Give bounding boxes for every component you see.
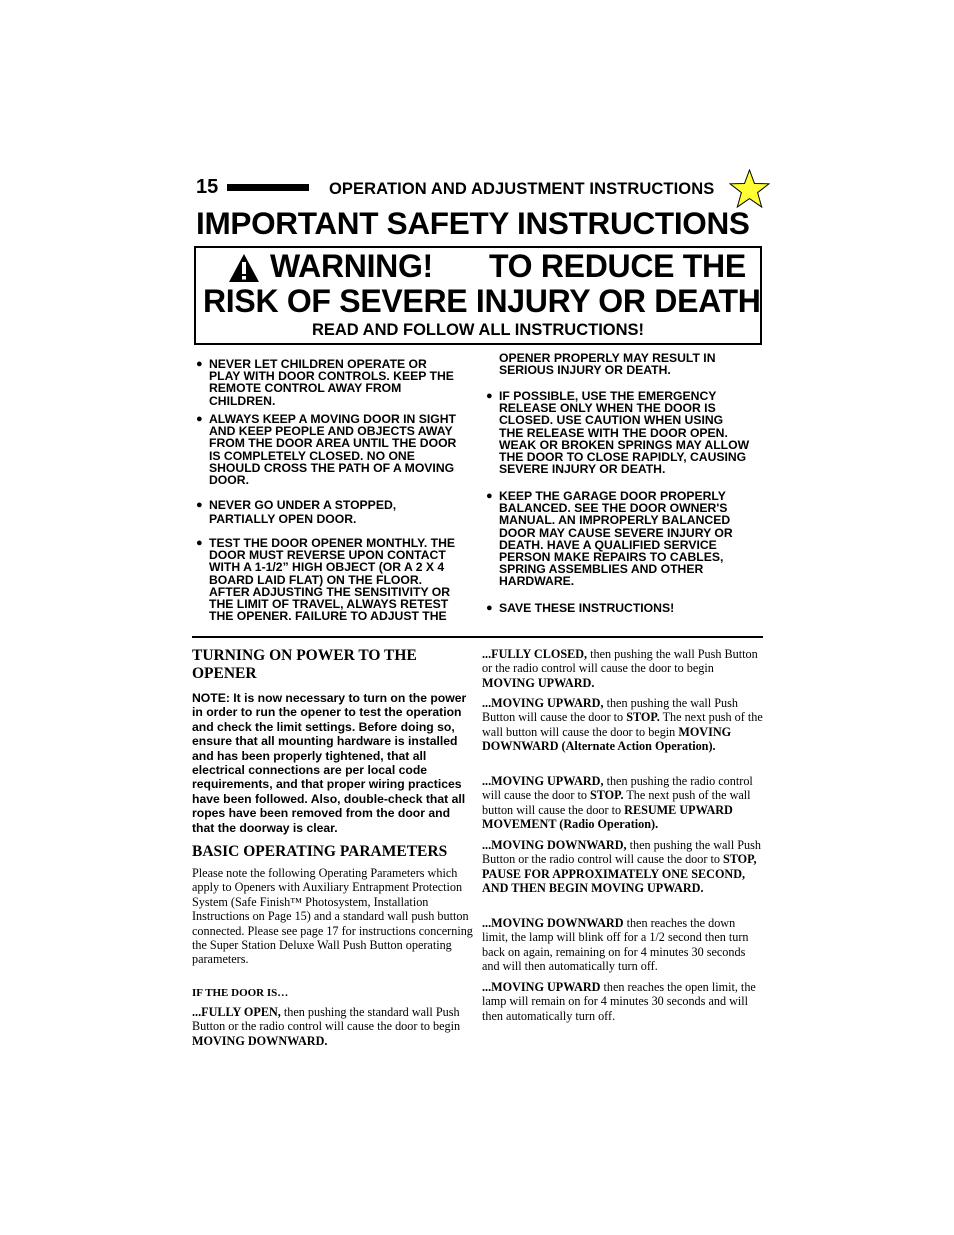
- bullet-line: ALWAYS KEEP A MOVING DOOR IN SIGHT: [209, 412, 456, 426]
- condition-fully-closed: [482, 647, 764, 690]
- bullet-line: SPRING ASSEMBLIES AND OTHER: [499, 562, 704, 577]
- bullet-line: WITH A 1-1/2” HIGH OBJECT (OR A 2 X 4: [209, 560, 445, 575]
- bullet-line: MANUAL. AN IMPROPERLY BALANCED: [499, 513, 731, 528]
- warning-line-1: TO REDUCE THE: [489, 248, 746, 284]
- section-divider: [192, 636, 763, 638]
- condition-stop: STOP.: [626, 710, 660, 725]
- bullet-line: KEEP THE GARAGE DOOR PROPERLY: [499, 489, 726, 503]
- bullet-line: REMOTE CONTROL AWAY FROM: [209, 381, 402, 396]
- header-rule: [227, 184, 309, 191]
- warning-subline: READ AND FOLLOW ALL INSTRUCTIONS!: [311, 321, 645, 339]
- bullet-line: THE LIMIT OF TRAVEL, ALWAYS RETEST: [209, 597, 449, 612]
- bullet-dot-icon: ●: [486, 390, 493, 402]
- condition-stop: STOP.: [589, 788, 624, 803]
- bullet-dot-icon: ●: [196, 499, 203, 511]
- warning-line-2: RISK OF SEVERE INJURY OR DEATH: [203, 283, 761, 319]
- warning-triangle-icon: [228, 253, 260, 283]
- section-title: OPERATION AND ADJUSTMENT INSTRUCTIONS: [329, 180, 715, 198]
- bullet-line: IF POSSIBLE, USE THE EMERGENCY: [499, 389, 717, 403]
- bullet-line: SHOULD CROSS THE PATH OF A MOVING: [209, 460, 455, 475]
- if-door-label: IF THE DOOR IS…: [192, 987, 289, 999]
- condition-lead: ...MOVING DOWNWARD: [482, 916, 624, 930]
- bullet-line: CHILDREN.: [209, 393, 276, 408]
- star-icon: [729, 169, 770, 209]
- bullet-line: NEVER GO UNDER A STOPPED,: [209, 498, 397, 512]
- bullet-line: PERSON MAKE REPAIRS TO CABLES,: [499, 550, 724, 565]
- condition-lead: ...MOVING UPWARD,: [482, 696, 604, 710]
- bullet-dot-icon: ●: [196, 413, 203, 425]
- condition-fully-open: [192, 1005, 474, 1048]
- bullet-line: PARTIALLY OPEN DOOR.: [209, 512, 357, 526]
- bullet-line: HARDWARE.: [499, 574, 575, 589]
- bullet-line: SAVE THESE INSTRUCTIONS!: [499, 601, 675, 615]
- bullet-line: THE OPENER. FAILURE TO ADJUST THE: [209, 609, 447, 624]
- bullet-line: OPENER PROPERLY MAY RESULT IN: [499, 351, 716, 365]
- bullet-line: RELEASE ONLY WHEN THE DOOR IS: [499, 401, 716, 416]
- bullet-continuation: [499, 352, 716, 376]
- bullet-line: BALANCED. SEE THE DOOR OWNER'S: [499, 501, 728, 516]
- condition-text: then pushing the wall Push Button or the radio control will cause the door to begin: [482, 647, 758, 676]
- heading-turning-on-power: TURNING ON POWER TO THE OPENER: [192, 647, 417, 682]
- bullet-dot-icon: ●: [486, 602, 493, 614]
- condition-text: then pushing the wall Push Button or the radio control will cause the door to: [482, 838, 761, 867]
- bullet-line: BOARD LAID FLAT) ON THE FLOOR.: [209, 572, 423, 587]
- condition-lead: ...FULLY OPEN,: [192, 1005, 281, 1019]
- condition-lead: ...MOVING DOWNWARD,: [482, 838, 627, 852]
- condition-lead: ...MOVING UPWARD: [482, 980, 601, 994]
- bullet-line: DOOR MAY CAUSE SEVERE INJURY OR: [499, 525, 733, 540]
- bullet-line: DOOR MUST REVERSE UPON CONTACT: [209, 548, 446, 563]
- condition-result: MOVING DOWNWARD (Alternate Action Operation).: [482, 724, 732, 754]
- bullet-line: NEVER LET CHILDREN OPERATE OR: [209, 357, 427, 371]
- bullet-line: DEATH. HAVE A QUALIFIED SERVICE: [499, 537, 717, 552]
- note-paragraph: NOTE: It is now necessary to turn on the power in order to run the opener to test the operation and check the limit settings. Before doing so, ensure that all mounting hardware is installed and has been properly tightened, that all electrical connections are per local code requirements, and that proper wiring practices have been followed. Also, double-check that all ropes have been removed from the door and that the doorway is clear.: [192, 691, 467, 835]
- bullet-item: [486, 489, 733, 589]
- bullet-line: CLOSED. USE CAUTION WHEN USING: [499, 413, 724, 428]
- condition-text: The next push of the wall button will cause the door to: [482, 788, 751, 817]
- condition-lead: ...FULLY CLOSED,: [482, 647, 588, 661]
- bullet-item: [196, 412, 457, 488]
- condition-result: STOP, PAUSE FOR APPROXIMATELY ONE SECOND, AND THEN BEGIN MOVING UPWARD.: [482, 852, 757, 896]
- bullet-item: [196, 357, 454, 408]
- bullet-line: PLAY WITH DOOR CONTROLS. KEEP THE: [209, 369, 454, 384]
- bullet-dot-icon: ●: [486, 490, 493, 502]
- bullet-dot-icon: ●: [196, 358, 203, 370]
- page-number: 15: [196, 176, 219, 198]
- condition-moving-upward-radio: [482, 774, 764, 832]
- condition-moving-downward: [482, 838, 764, 896]
- basic-parameters-paragraph: Please note the following Operating Parameters which apply to Openers with Auxiliary Entrapment Protection System (Safe Finish™ Photosystem, Installation Instructions on Page 15) and a standard wall push button connected. Please see page 17 for instructions concerning the Super Station Deluxe Wall Push Button operating parameters.: [192, 866, 473, 967]
- condition-text: then reaches the open limit, the lamp will remain on for 4 minutes 30 seconds and will then automatically turn off.: [482, 980, 756, 1023]
- main-title: IMPORTANT SAFETY INSTRUCTIONS: [196, 205, 750, 241]
- bullet-line: IS COMPLETELY CLOSED. NO ONE: [209, 448, 415, 463]
- condition-text: then reaches the down limit, the lamp will blink off for a 1/2 second then turn back on again, remaining on for 4 minutes 30 seconds and will then automatically turn off.: [482, 916, 749, 974]
- condition-text: then pushing the radio control will cause the door to: [482, 774, 753, 803]
- condition-lead: ...MOVING UPWARD,: [482, 774, 604, 788]
- bullet-line: FROM THE DOOR AREA UNTIL THE DOOR: [209, 436, 457, 451]
- condition-down-limit: [482, 916, 764, 974]
- bullet-item: [486, 389, 750, 477]
- condition-result: RESUME UPWARD MOVEMENT (Radio Operation).: [482, 802, 733, 832]
- condition-moving-upward-wall: [482, 696, 764, 754]
- bullet-line: DOOR.: [209, 473, 249, 488]
- warning-word: WARNING!: [270, 248, 433, 284]
- bullet-dot-icon: ●: [196, 537, 203, 549]
- bullet-line: AFTER ADJUSTING THE SENSITIVITY OR: [209, 584, 451, 599]
- bullet-line: TEST THE DOOR OPENER MONTHLY. THE: [209, 536, 456, 550]
- bullet-line: AND KEEP PEOPLE AND OBJECTS AWAY: [209, 424, 453, 439]
- bullet-line: THE DOOR TO CLOSE RAPIDLY, CAUSING: [499, 450, 747, 465]
- bullet-line: THE RELEASE WITH THE DOOR OPEN.: [499, 425, 728, 440]
- bullet-item: [486, 601, 675, 615]
- condition-text: then pushing the standard wall Push Button or the radio control will cause the door to begin: [192, 1005, 461, 1034]
- condition-text: then pushing the wall Push Button will cause the door to: [482, 696, 738, 725]
- condition-text: The next push of the wall button will cause the door to begin: [482, 710, 763, 739]
- heading-basic-operating-parameters: BASIC OPERATING PARAMETERS: [192, 843, 448, 860]
- bullet-item: [196, 536, 456, 624]
- bullet-line: SEVERE INJURY OR DEATH.: [499, 462, 666, 477]
- condition-result: MOVING UPWARD.: [482, 675, 595, 690]
- warning-box: [194, 246, 762, 345]
- bullet-line: SERIOUS INJURY OR DEATH.: [499, 363, 671, 378]
- bullet-item: [196, 498, 397, 526]
- condition-up-limit: [482, 980, 764, 1023]
- condition-result: MOVING DOWNWARD.: [192, 1033, 328, 1048]
- bullet-line: WEAK OR BROKEN SPRINGS MAY ALLOW: [499, 437, 750, 452]
